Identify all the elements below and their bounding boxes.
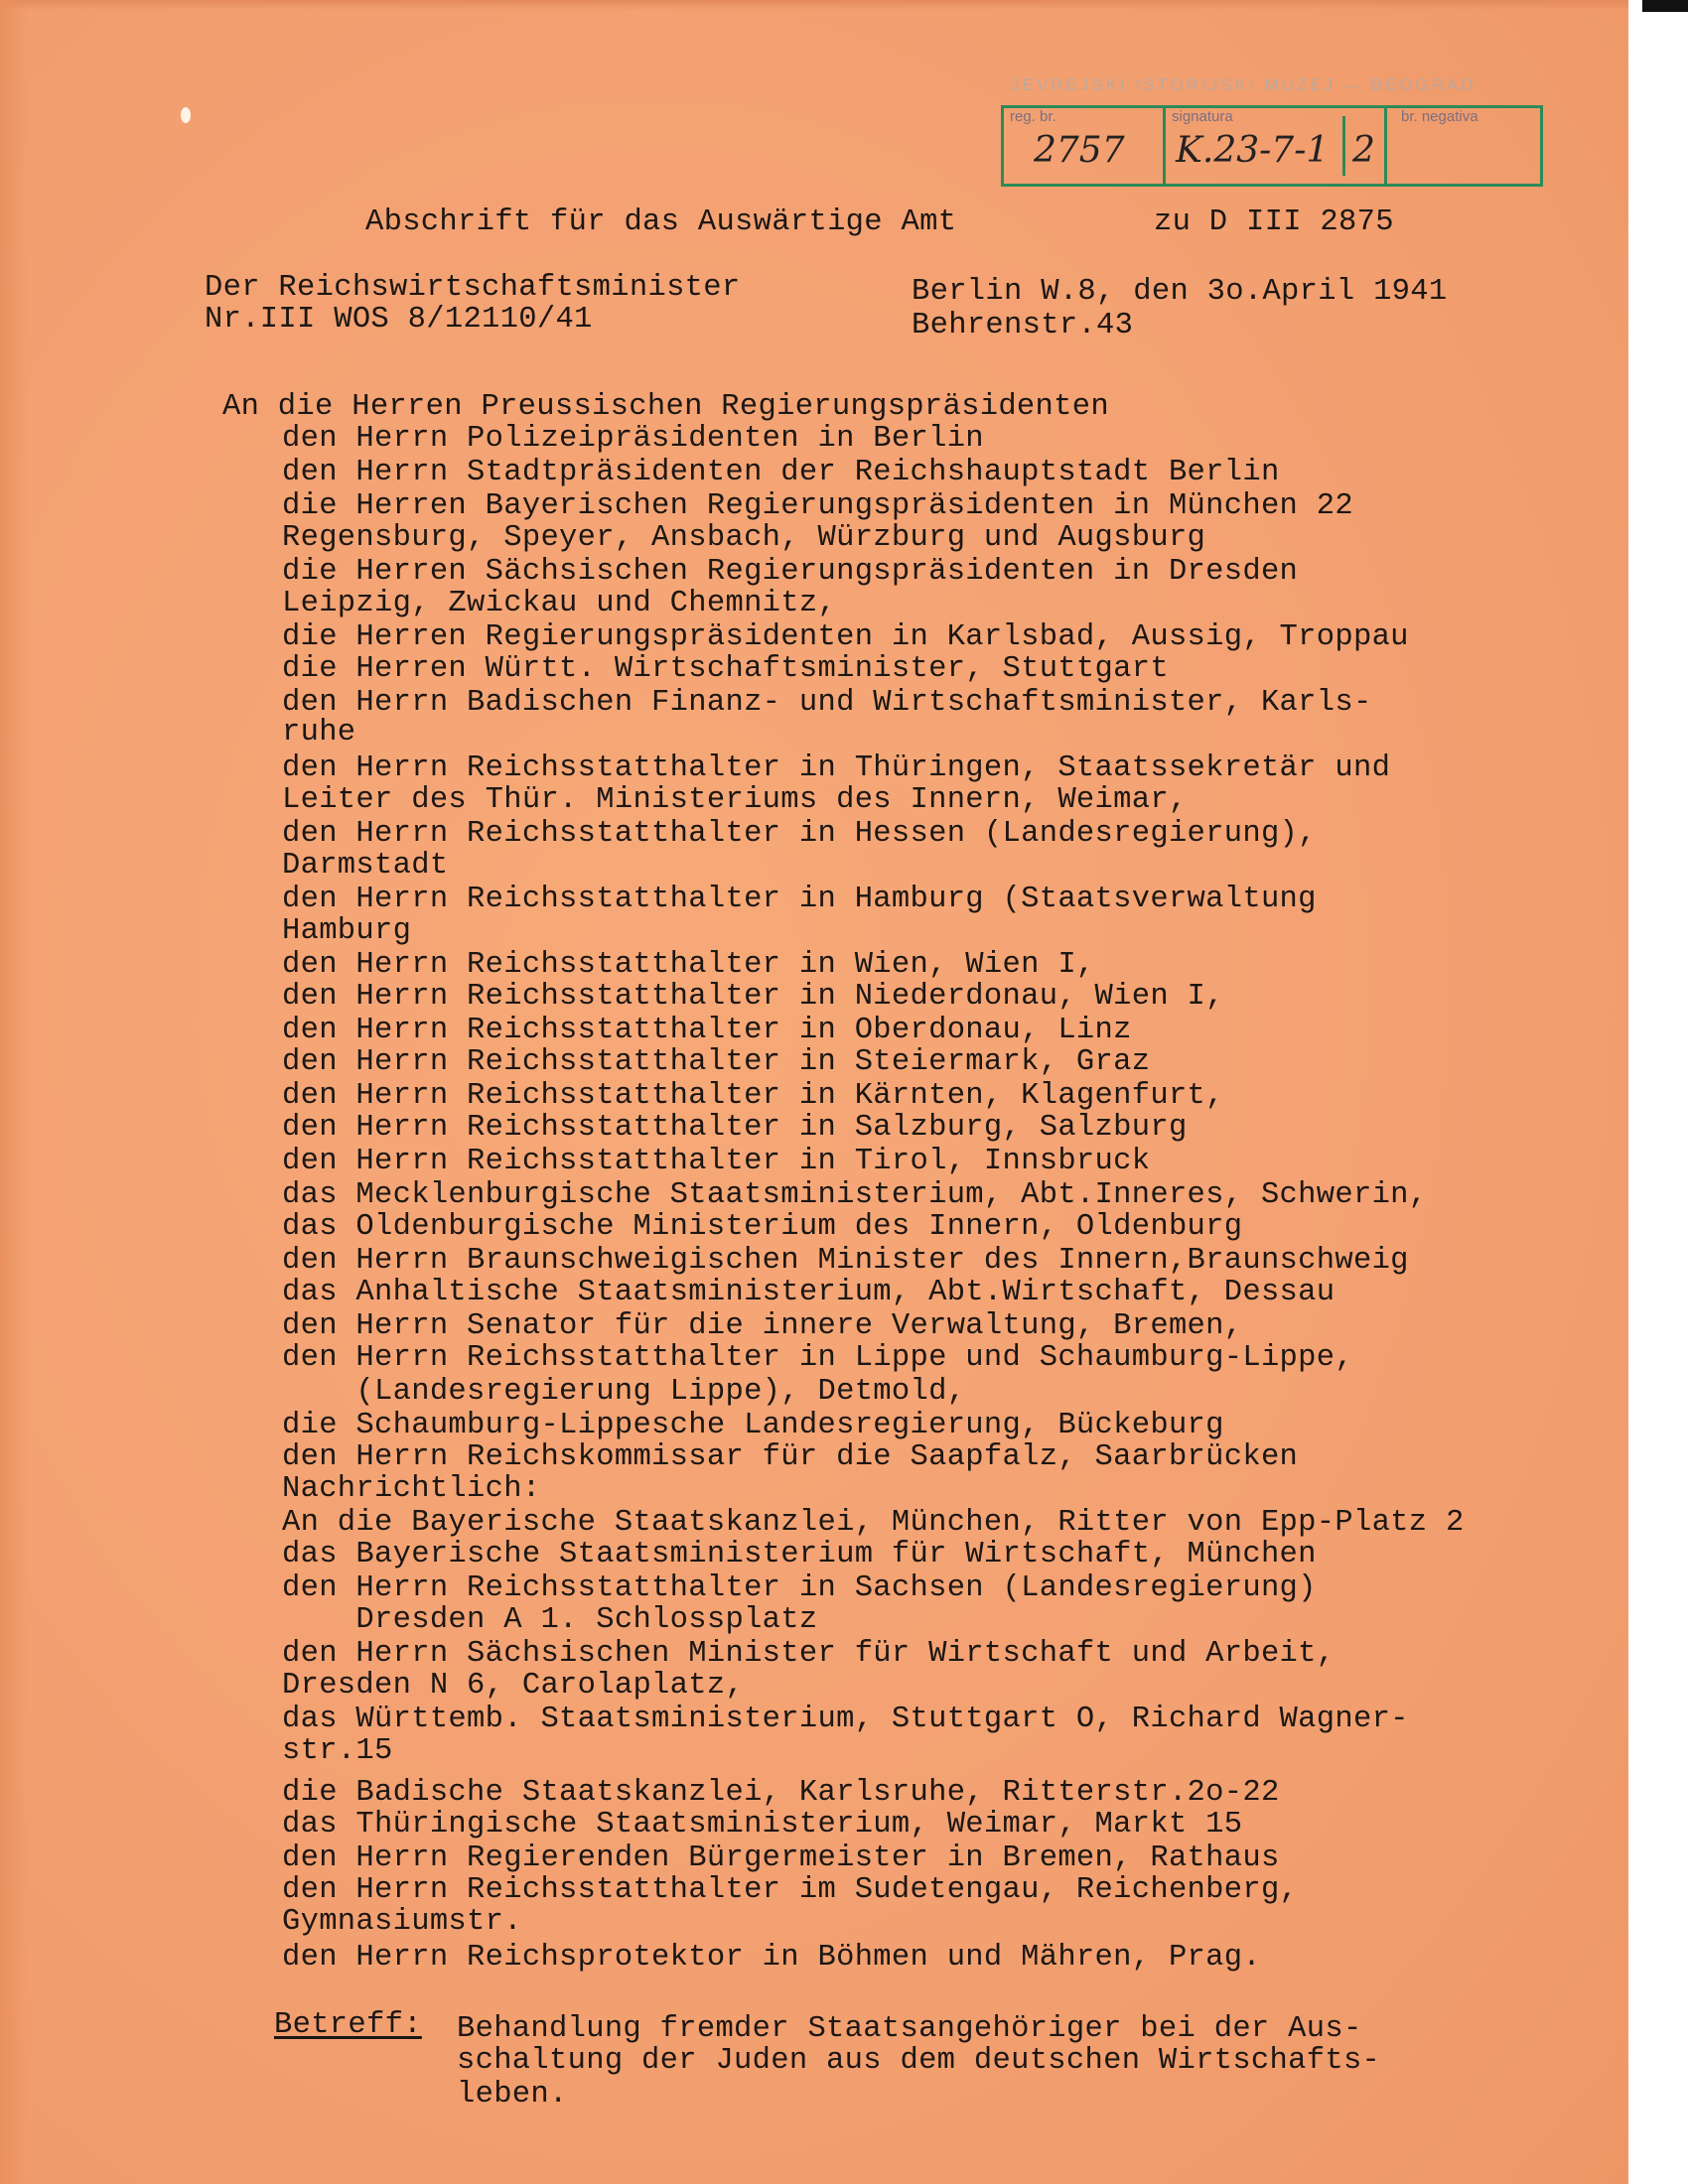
recipient-line: (Landesregierung Lippe), Detmold, bbox=[282, 1375, 966, 1409]
recipient-line: die Herren Sächsischen Regierungspräsidenten in Dresden bbox=[282, 555, 1299, 589]
subject-line: leben. bbox=[457, 2078, 568, 2112]
recipient-line: die Badische Staatskanzlei, Karlsruhe, Ritterstr.2o-22 bbox=[282, 1776, 1280, 1810]
stamp-negative-label: br. negativa bbox=[1401, 108, 1478, 125]
recipient-line: den Herrn Polizeipräsidenten in Berlin bbox=[282, 422, 984, 456]
scan-corner-mark bbox=[1642, 0, 1688, 12]
recipient-line: das Thüringische Staatsministerium, Weimar, Markt 15 bbox=[282, 1808, 1243, 1842]
street-address: Behrenstr.43 bbox=[912, 309, 1134, 342]
stamp-signature-label: signatura bbox=[1172, 108, 1233, 125]
stamp-divider bbox=[1342, 116, 1345, 176]
paper-hole-mark bbox=[181, 107, 191, 123]
recipient-line: die Schaumburg-Lippesche Landesregierung, Bückeburg bbox=[282, 1409, 1224, 1442]
subject-line: Behandlung fremder Staatsangehöriger bei der Aus- bbox=[457, 2012, 1362, 2046]
document-title: Abschrift für das Auswärtige Amt bbox=[365, 205, 957, 239]
recipient-line: An die Bayerische Staatskanzlei, München, Ritter von Epp-Platz 2 bbox=[282, 1506, 1465, 1540]
recipient-line: Leipzig, Zwickau und Chemnitz, bbox=[282, 587, 837, 620]
stamp-reg-label: reg. br. bbox=[1010, 108, 1056, 125]
stamp-reg-number: 2757 bbox=[1034, 130, 1125, 171]
recipient-line: den Herrn Reichsstatthalter im Sudetengau, Reichenberg, bbox=[282, 1873, 1299, 1907]
stamp-signature-cell bbox=[1166, 108, 1387, 184]
recipient-line: den Herrn Reichsstatthalter in Lippe und Schaumburg-Lippe, bbox=[282, 1341, 1353, 1375]
recipient-line: den Herrn Reichsprotektor in Böhmen und Mähren, Prag. bbox=[282, 1941, 1261, 1975]
document-reference: zu D III 2875 bbox=[1154, 205, 1394, 239]
stamp-negative-cell bbox=[1387, 108, 1540, 184]
recipient-line: das Württemb. Staatsministerium, Stuttgart O, Richard Wagner- bbox=[282, 1703, 1409, 1736]
archive-stamp-header: JEVREJSKI ISTORIJSKI MUZEJ — BEOGRAD bbox=[1011, 75, 1477, 94]
recipient-line: den Herrn Reichsstatthalter in Kärnten, Klagenfurt, bbox=[282, 1079, 1224, 1113]
recipient-line: Leiter des Thür. Ministeriums des Innern, Weimar, bbox=[282, 783, 1188, 817]
recipient-line: die Herren Württ. Wirtschaftsminister, Stuttgart bbox=[282, 652, 1169, 686]
recipient-line: den Herrn Badischen Finanz- und Wirtschaftsminister, Karls- bbox=[282, 686, 1372, 720]
archive-stamp bbox=[1001, 105, 1543, 187]
cc-heading: Nachrichtlich: bbox=[282, 1472, 541, 1506]
sender: Der Reichswirtschaftsminister bbox=[205, 271, 741, 305]
recipient-line: den Herrn Sächsischen Minister für Wirtschaft und Arbeit, bbox=[282, 1637, 1336, 1671]
recipient-line: Dresden N 6, Carolaplatz, bbox=[282, 1669, 745, 1703]
recipient-line: die Herren Bayerischen Regierungspräsidenten in München 22 bbox=[282, 489, 1353, 523]
recipient-line: den Herrn Reichsstatthalter in Hamburg (Staatsverwaltung bbox=[282, 883, 1317, 916]
recipient-line: das Oldenburgische Ministerium des Innern, Oldenburg bbox=[282, 1210, 1243, 1244]
recipient-line: die Herren Regierungspräsidenten in Karlsbad, Aussig, Troppau bbox=[282, 620, 1409, 654]
recipient-line: den Herrn Reichsstatthalter in Salzburg, Salzburg bbox=[282, 1111, 1188, 1145]
recipient-line: das Mecklenburgische Staatsministerium, Abt.Inneres, Schwerin, bbox=[282, 1178, 1428, 1212]
recipient-line: str.15 bbox=[282, 1734, 393, 1768]
recipient-line: den Herrn Braunschweigischen Minister des Innern,Braunschweig bbox=[282, 1244, 1409, 1278]
stamp-reg-cell bbox=[1004, 108, 1166, 184]
recipient-line: den Herrn Reichskommissar für die Saapfalz, Saarbrücken bbox=[282, 1440, 1299, 1474]
recipient-line: den Herrn Reichsstatthalter in Hessen (Landesregierung), bbox=[282, 817, 1317, 851]
paper-top-edge bbox=[0, 0, 1628, 10]
recipient-line: Regensburg, Speyer, Ansbach, Würzburg und Augsburg bbox=[282, 521, 1206, 555]
recipient-line: den Herrn Reichsstatthalter in Niederdonau, Wien I, bbox=[282, 980, 1224, 1014]
recipient-line: das Anhaltische Staatsministerium, Abt.Wirtschaft, Dessau bbox=[282, 1276, 1336, 1309]
recipient-line: den Herrn Reichsstatthalter in Thüringen, Staatssekretär und bbox=[282, 751, 1391, 785]
recipient-line: Darmstadt bbox=[282, 849, 449, 883]
recipient-line: Hamburg bbox=[282, 914, 412, 948]
subject-line: schaltung der Juden aus dem deutschen Wirtschafts- bbox=[457, 2044, 1381, 2078]
file-number: Nr.III WOS 8/12110/41 bbox=[205, 303, 593, 337]
recipient-line: Dresden A 1. Schlossplatz bbox=[282, 1603, 818, 1637]
recipient-line: den Herrn Senator für die innere Verwaltung, Bremen, bbox=[282, 1309, 1243, 1343]
recipient-line: den Herrn Regierenden Bürgermeister in Bremen, Rathaus bbox=[282, 1842, 1280, 1875]
recipient-line: den Herrn Reichsstatthalter in Tirol, Innsbruck bbox=[282, 1145, 1151, 1178]
recipient-line: An die Herren Preussischen Regierungspräsidenten bbox=[222, 390, 1109, 424]
recipient-line: den Herrn Reichsstatthalter in Wien, Wien I, bbox=[282, 948, 1095, 982]
subject-label: Betreff: bbox=[274, 2008, 422, 2042]
recipient-line: ruhe bbox=[282, 716, 356, 750]
paper-edge-shade bbox=[0, 0, 28, 2184]
recipient-line: Gymnasiumstr. bbox=[282, 1905, 522, 1939]
place-date: Berlin W.8, den 3o.April 1941 bbox=[912, 275, 1448, 309]
stamp-signature-value: K.23-7-1 bbox=[1176, 130, 1330, 171]
recipient-line: das Bayerische Staatsministerium für Wirtschaft, München bbox=[282, 1538, 1317, 1571]
recipient-line: den Herrn Stadtpräsidenten der Reichshauptstadt Berlin bbox=[282, 456, 1280, 489]
stamp-signature-sub: 2 bbox=[1352, 130, 1375, 171]
recipient-line: den Herrn Reichsstatthalter in Oberdonau, Linz bbox=[282, 1014, 1132, 1047]
recipient-line: den Herrn Reichsstatthalter in Steiermark, Graz bbox=[282, 1045, 1151, 1079]
recipient-line: den Herrn Reichsstatthalter in Sachsen (Landesregierung) bbox=[282, 1571, 1317, 1605]
